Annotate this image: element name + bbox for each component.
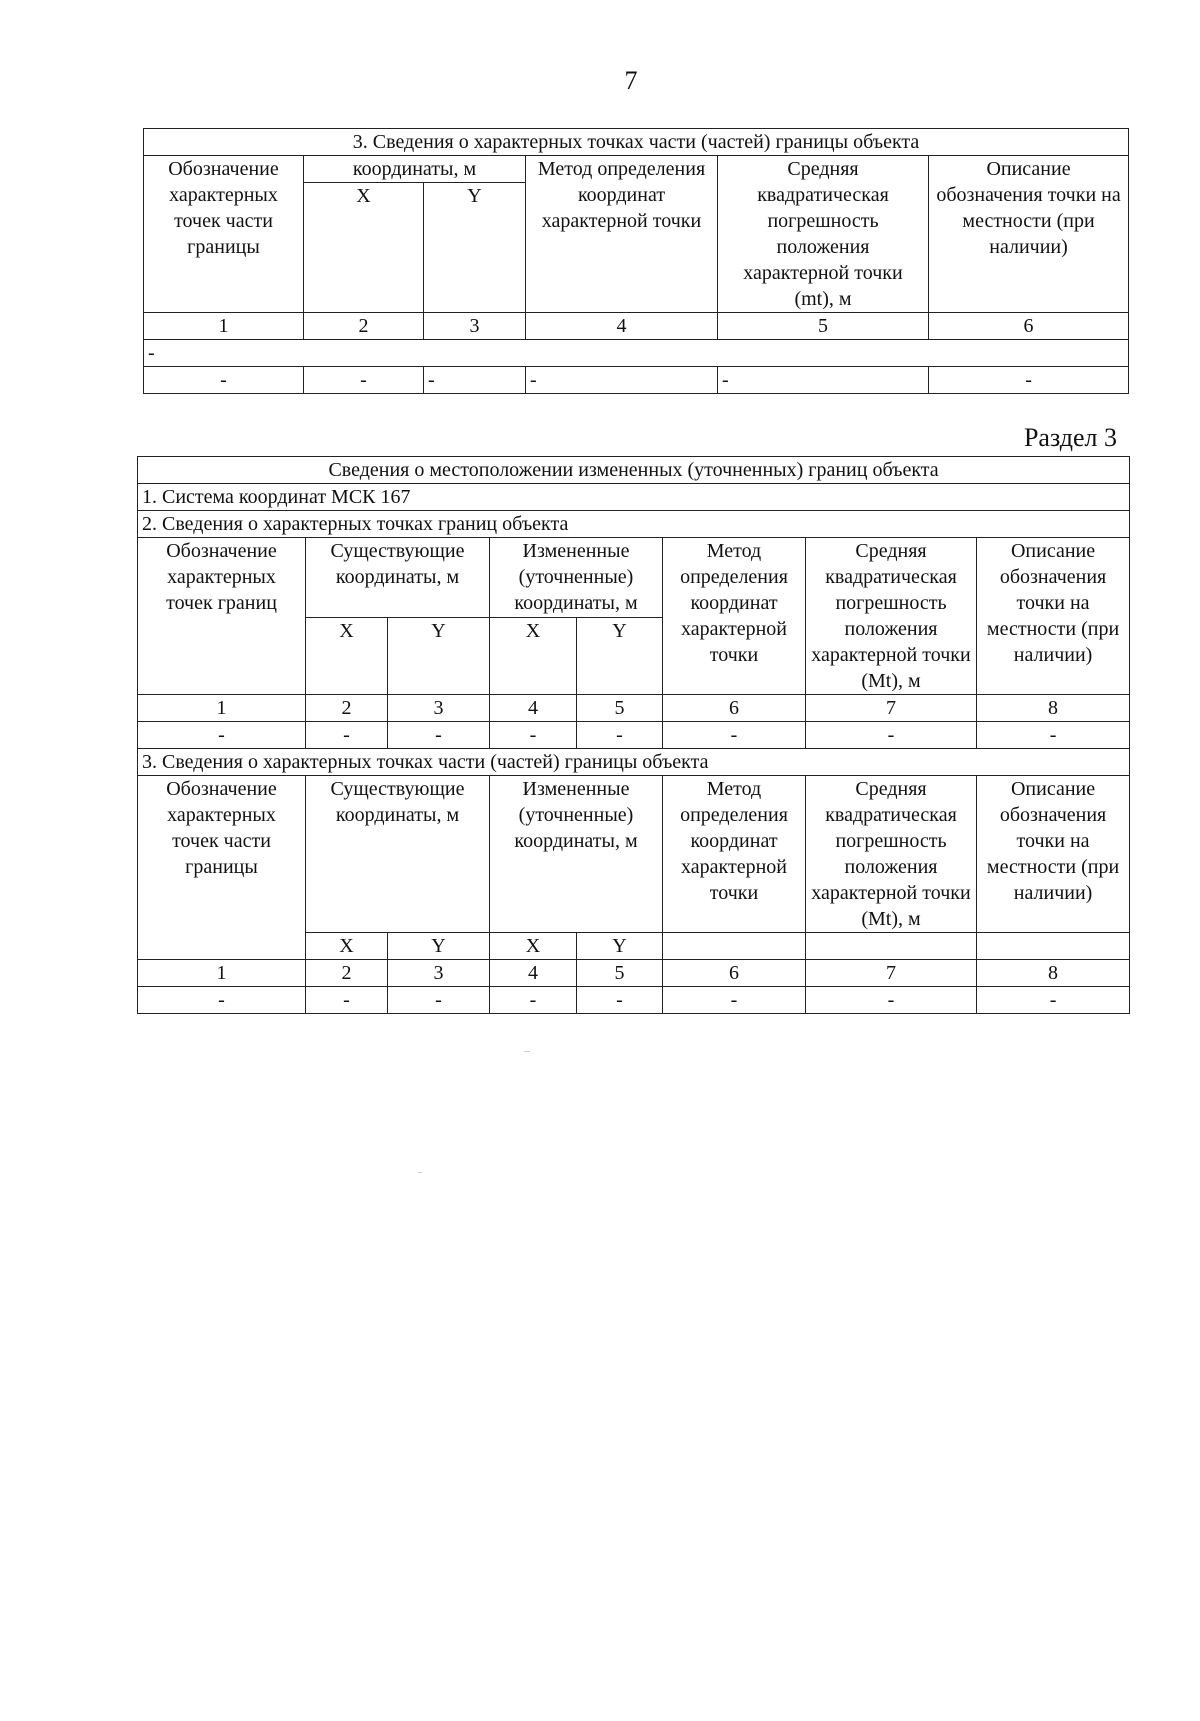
cell-value: - — [929, 367, 1129, 394]
column-number-row — [144, 313, 1129, 340]
column-number: 6 — [663, 960, 806, 987]
header-changed-coordinates: Измененные (уточненные) координаты, м — [490, 776, 663, 933]
column-number: 7 — [806, 695, 977, 722]
header-y: Y — [577, 933, 663, 960]
column-number: 1 — [138, 960, 306, 987]
cell-value: - — [977, 987, 1130, 1014]
column-number: 8 — [977, 960, 1130, 987]
column-number: 8 — [977, 695, 1130, 722]
subsection-title: 2. Сведения о характерных точках границ объекта — [138, 511, 1130, 538]
empty-part-row: - — [144, 340, 1129, 367]
scan-speck — [418, 1172, 422, 1173]
header-description: Описание обозначения точки на местности (при наличии) — [977, 776, 1130, 933]
header-point-designation: Обозначение характерных точек границ — [138, 538, 306, 695]
header-x: X — [490, 618, 577, 695]
header-y: Y — [388, 933, 490, 960]
cell-value: - — [577, 987, 663, 1014]
column-number: 2 — [306, 960, 388, 987]
page-number: 7 — [624, 66, 638, 95]
cell-value: - — [526, 367, 718, 394]
header-method: Метод определения координат характерной точки — [526, 156, 718, 313]
header-x: X — [306, 933, 388, 960]
cell-value: - — [138, 987, 306, 1014]
header-description: Описание обозначения точки на местности (при наличии) — [929, 156, 1129, 313]
cell-value: - — [388, 987, 490, 1014]
coordinate-system: 1. Система координат МСК 167 — [138, 484, 1130, 511]
table-title: 3. Сведения о характерных точках части (частей) границы объекта — [144, 129, 1129, 156]
column-number: 4 — [490, 960, 577, 987]
header-existing-coordinates: Существующие координаты, м — [306, 776, 490, 933]
header-mean-error: Средняя квадратическая погрешность положения характерной точки (mt), м — [718, 156, 929, 313]
header-point-designation: Обозначение характерных точек части границы — [138, 776, 306, 960]
cell-value: - — [490, 722, 577, 749]
column-number: 3 — [388, 695, 490, 722]
cell-value: - — [144, 367, 304, 394]
cell-value: - — [306, 722, 388, 749]
cell-value: - — [388, 722, 490, 749]
header-existing-coordinates: Существующие координаты, м — [306, 538, 490, 618]
header-x: X — [490, 933, 577, 960]
column-number: 5 — [577, 960, 663, 987]
scan-speck — [524, 1051, 530, 1052]
header-y: Y — [424, 183, 526, 313]
column-number: 4 — [526, 313, 718, 340]
section-title: Раздел 3 — [1023, 423, 1117, 452]
table-row — [138, 987, 1130, 1014]
changed-boundaries-table — [137, 456, 1130, 1014]
cell-value: - — [424, 367, 526, 394]
empty-cell — [663, 933, 806, 960]
cell-value: - — [806, 987, 977, 1014]
header-description: Описание обозначения точки на местности (при наличии) — [977, 538, 1130, 695]
cell-value: - — [304, 367, 424, 394]
table-row — [144, 367, 1129, 394]
column-number: 7 — [806, 960, 977, 987]
header-coordinates: координаты, м — [304, 156, 526, 183]
cell-value: - — [977, 722, 1130, 749]
cell-value: - — [306, 987, 388, 1014]
header-point-designation: Обозначение характерных точек части границы — [144, 156, 304, 313]
cell-value: - — [138, 722, 306, 749]
empty-cell — [977, 933, 1130, 960]
table-title: Сведения о местоположении измененных (уточненных) границ объекта — [138, 457, 1130, 484]
header-method: Метод определения координат характерной точки — [663, 538, 806, 695]
column-number: 2 — [306, 695, 388, 722]
column-number: 6 — [663, 695, 806, 722]
header-y: Y — [388, 618, 490, 695]
column-number: 2 — [304, 313, 424, 340]
column-number-row — [138, 695, 1130, 722]
cell-value: - — [577, 722, 663, 749]
column-number: 5 — [718, 313, 929, 340]
column-number: 4 — [490, 695, 577, 722]
cell-value: - — [806, 722, 977, 749]
column-number: 1 — [138, 695, 306, 722]
cell-value: - — [490, 987, 577, 1014]
cell-value: - — [718, 367, 929, 394]
empty-cell — [806, 933, 977, 960]
cell-value: - — [663, 987, 806, 1014]
header-y: Y — [577, 618, 663, 695]
header-changed-coordinates: Измененные (уточненные) координаты, м — [490, 538, 663, 618]
header-x: X — [304, 183, 424, 313]
header-method: Метод определения координат характерной точки — [663, 776, 806, 933]
column-number: 5 — [577, 695, 663, 722]
column-number: 6 — [929, 313, 1129, 340]
header-x: X — [306, 618, 388, 695]
subsection-title: 3. Сведения о характерных точках части (частей) границы объекта — [138, 749, 1130, 776]
column-number: 1 — [144, 313, 304, 340]
column-number-row — [138, 960, 1130, 987]
column-number: 3 — [424, 313, 526, 340]
table-row — [138, 722, 1130, 749]
cell-value: - — [663, 722, 806, 749]
header-mean-error: Средняя квадратическая погрешность положения характерной точки (Mt), м — [806, 538, 977, 695]
header-mean-error: Средняя квадратическая погрешность положения характерной точки (Mt), м — [806, 776, 977, 933]
column-number: 3 — [388, 960, 490, 987]
part-boundary-points-table — [143, 128, 1129, 394]
